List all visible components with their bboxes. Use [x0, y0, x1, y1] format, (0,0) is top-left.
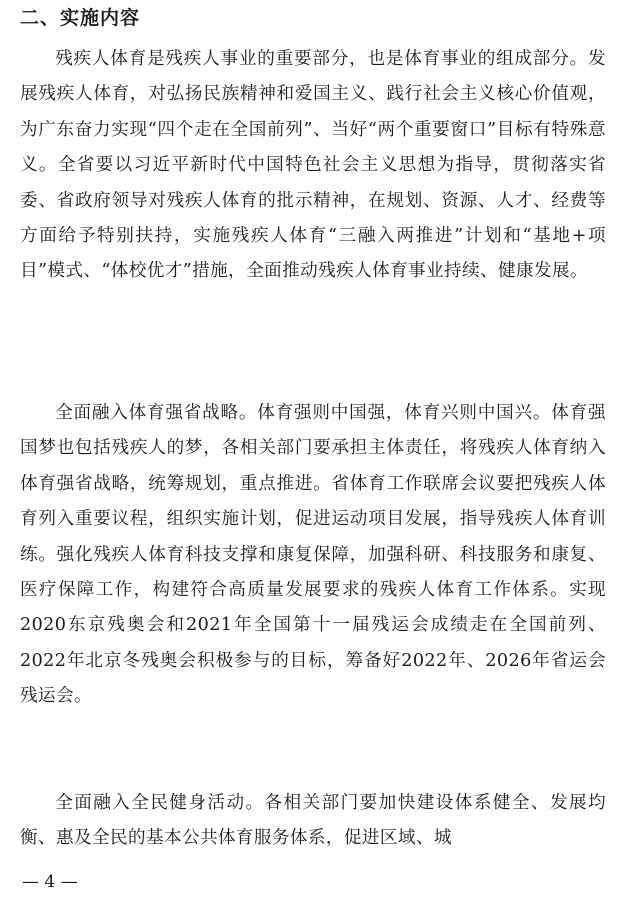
page-number: — 4 —	[22, 872, 78, 892]
section-heading: 二、实施内容	[20, 7, 141, 29]
paragraph-sports-province-strategy: 全面融入体育强省战略。体育强则中国强，体育兴则中国兴。体育强国梦也包括残疾人的梦，各相关部门要承担主体责任，将残疾人体育纳入体育强省战略，统筹规划，重点推进。省体育工作联席会议要把残疾人体育列入重要议程，组织实施计划，促进运动项目发展，指导残疾人体育训练。强化残疾人体育科技支撑和康复保障，加强科研、科技服务和康复、医疗保障工作，构建符合高质量发展要求的残疾人体育工作体系。实现2020东京残奥会和2021年全国第十一届残运会成绩走在全国前列、2022年北京冬残奥会积极参与的目标，筹备好2022年、2026年省运会残运会。	[20, 403, 606, 707]
paragraph-intro: 残疾人体育是残疾人事业的重要部分，也是体育事业的组成部分。发展残疾人体育，对弘扬民族精神和爱国主义、践行社会主义核心价值观，为广东奋力实现“四个走在全国前列”、当好“两个重要窗口”目标有特殊意义。全省要以习近平新时代中国特色社会主义思想为指导，贯彻落实省委、省政府领导对残疾人体育的批示精神，在规划、资源、人才、经费等方面给予特别扶持，实施残疾人体育“三融入两推进”计划和“基地+项目”模式、“体校优才”措施，全面推动残疾人体育事业持续、健康发展。	[20, 49, 606, 282]
paragraph-national-fitness: 全面融入全民健身活动。各相关部门要加快建设体系健全、发展均衡、惠及全民的基本公共体育服务体系，促进区域、城	[20, 793, 606, 849]
